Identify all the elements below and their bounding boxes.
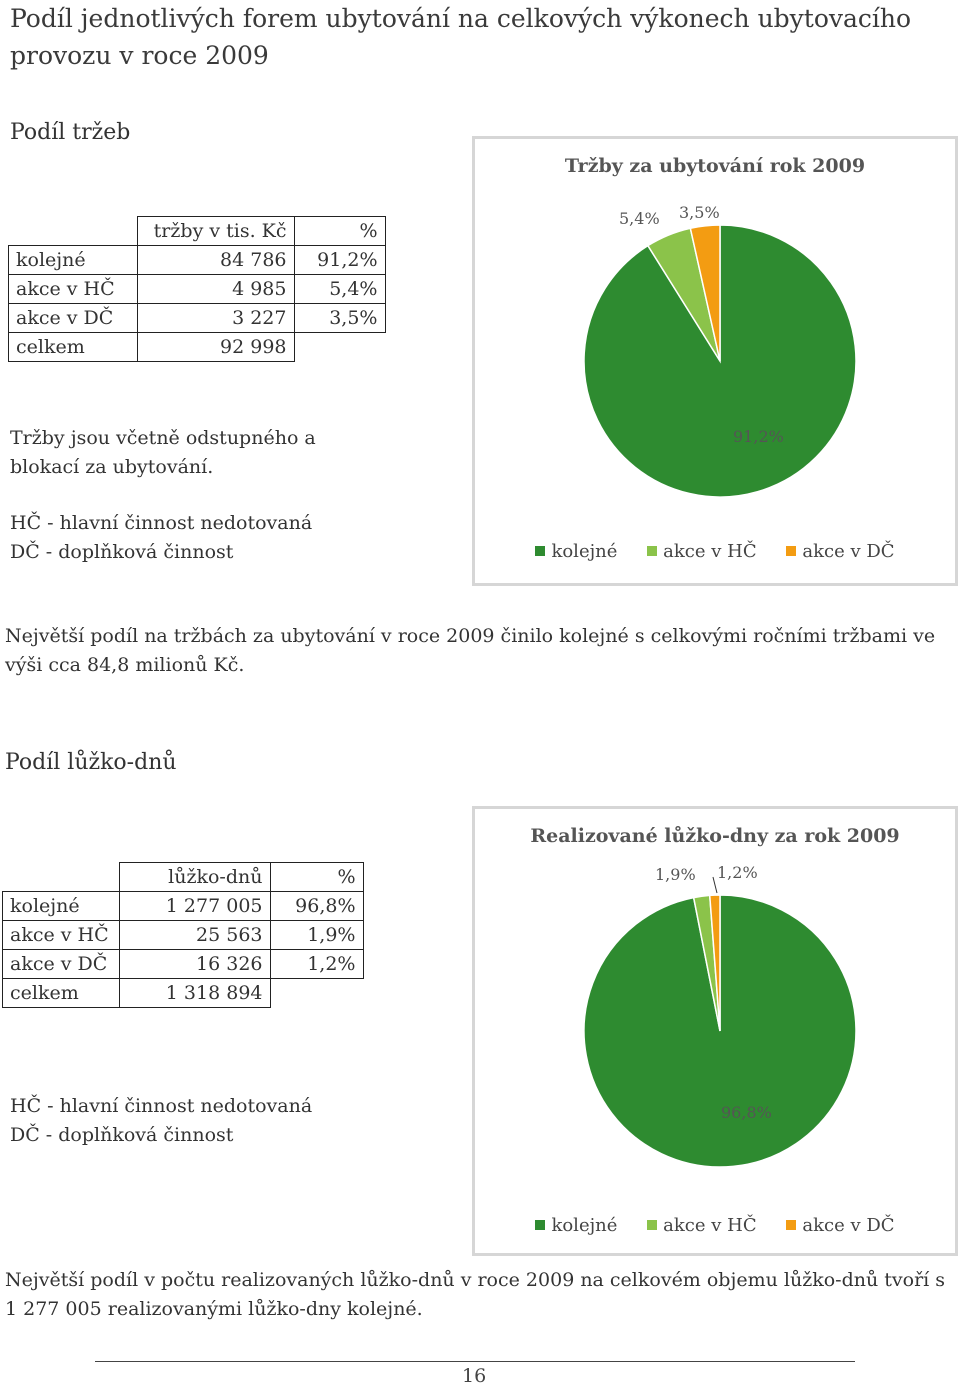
legend-item — [786, 541, 894, 562]
table-cell — [294, 333, 385, 362]
pie-label-akce-hc: 1,9% — [655, 865, 696, 884]
section-heading-revenue: Podíl tržeb — [10, 120, 131, 145]
legend-item — [535, 1215, 617, 1236]
table-cell: kolejné — [9, 246, 138, 275]
legend-item — [535, 541, 617, 562]
abbreviation-dc: DČ - doplňková činnost — [10, 1124, 234, 1146]
table-cell: 4 985 — [137, 275, 294, 304]
footer-rule — [95, 1361, 855, 1362]
section-heading-bed-days: Podíl lůžko-dnů — [5, 750, 177, 775]
bed-days-chart — [472, 806, 958, 1256]
legend-swatch — [535, 1220, 545, 1230]
table-cell: 3,5% — [294, 304, 385, 333]
abbreviation-hc: HČ - hlavní činnost nedotovaná — [10, 1095, 313, 1117]
page-title: Podíl jednotlivých forem ubytování na celkových výkonech ubytovacího provozu v roce 2009 — [10, 4, 912, 70]
table-cell: 84 786 — [137, 246, 294, 275]
table-cell — [270, 979, 363, 1008]
table-row — [3, 892, 364, 921]
table-row — [3, 921, 364, 950]
table-header-row — [3, 863, 364, 892]
legend-item — [786, 1215, 894, 1236]
table-row — [9, 333, 386, 362]
revenue-note: Tržby jsou včetně odstupného a blokací za ubytování. — [10, 427, 316, 478]
abbreviation-dc: DČ - doplňková činnost — [10, 541, 234, 563]
table-cell: akce v DČ — [9, 304, 138, 333]
legend-label: kolejné — [551, 1215, 618, 1236]
legend-label: kolejné — [551, 541, 618, 562]
table-cell: 1 277 005 — [119, 892, 270, 921]
table-cell: celkem — [9, 333, 138, 362]
legend-item — [647, 541, 756, 562]
table-header — [3, 863, 120, 892]
page-number: 16 — [462, 1365, 487, 1387]
legend-label: akce v HČ — [663, 1215, 757, 1236]
legend-swatch — [647, 1220, 657, 1230]
table-cell: 1,2% — [270, 950, 363, 979]
abbreviation-hc: HČ - hlavní činnost nedotovaná — [10, 512, 313, 534]
table-header: lůžko-dnů — [119, 863, 270, 892]
revenue-chart — [472, 136, 958, 586]
chart-legend — [475, 541, 955, 562]
table-cell: 96,8% — [270, 892, 363, 921]
revenue-conclusion: Největší podíl na tržbách za ubytování v roce 2009 činilo kolejné s celkovými ročními tržbami ve výši cca 84,8 milionů Kč. — [5, 625, 936, 676]
bed-days-conclusion: Největší podíl v počtu realizovaných lůžko-dnů v roce 2009 na celkovém objemu lůžko-dnů tvoří s 1 277 005 realizovanými lůžko-dny kolejné. — [5, 1269, 946, 1320]
table-cell: 1,9% — [270, 921, 363, 950]
pie-label-kolejne: 96,8% — [721, 1103, 772, 1122]
table-row — [3, 979, 364, 1008]
chart-legend — [475, 1215, 955, 1236]
chart-title: Realizované lůžko-dny za rok 2009 — [530, 825, 900, 847]
table-cell: 92 998 — [137, 333, 294, 362]
pie-label-akce-dc: 3,5% — [679, 203, 720, 222]
table-header-row — [9, 217, 386, 246]
table-cell: akce v HČ — [3, 921, 120, 950]
table-cell: akce v HČ — [9, 275, 138, 304]
table-header — [9, 217, 138, 246]
table-cell: 91,2% — [294, 246, 385, 275]
pie-chart — [475, 809, 955, 1253]
table-cell: 1 318 894 — [119, 979, 270, 1008]
table-header: tržby v tis. Kč — [137, 217, 294, 246]
chart-title: Tržby za ubytování rok 2009 — [564, 155, 866, 177]
table-cell: 16 326 — [119, 950, 270, 979]
legend-swatch — [647, 546, 657, 556]
legend-label: akce v DČ — [802, 1215, 895, 1236]
legend-label: akce v HČ — [663, 541, 757, 562]
pie-label-akce-dc: 1,2% — [717, 863, 758, 882]
table-header: % — [270, 863, 363, 892]
table-cell: kolejné — [3, 892, 120, 921]
table-row — [9, 246, 386, 275]
table-row — [9, 304, 386, 333]
legend-swatch — [786, 1220, 796, 1230]
table-cell: 5,4% — [294, 275, 385, 304]
legend-swatch — [786, 546, 796, 556]
table-cell: 3 227 — [137, 304, 294, 333]
legend-swatch — [535, 546, 545, 556]
legend-item — [647, 1215, 756, 1236]
table-row — [3, 950, 364, 979]
table-cell: akce v DČ — [3, 950, 120, 979]
bed-days-table — [2, 862, 364, 1008]
revenue-table — [8, 216, 386, 362]
table-cell: celkem — [3, 979, 120, 1008]
pie-label-kolejne: 91,2% — [733, 427, 784, 446]
table-row — [9, 275, 386, 304]
legend-label: akce v DČ — [802, 541, 895, 562]
pie-label-akce-hc: 5,4% — [619, 209, 660, 228]
table-header: % — [294, 217, 385, 246]
table-cell: 25 563 — [119, 921, 270, 950]
